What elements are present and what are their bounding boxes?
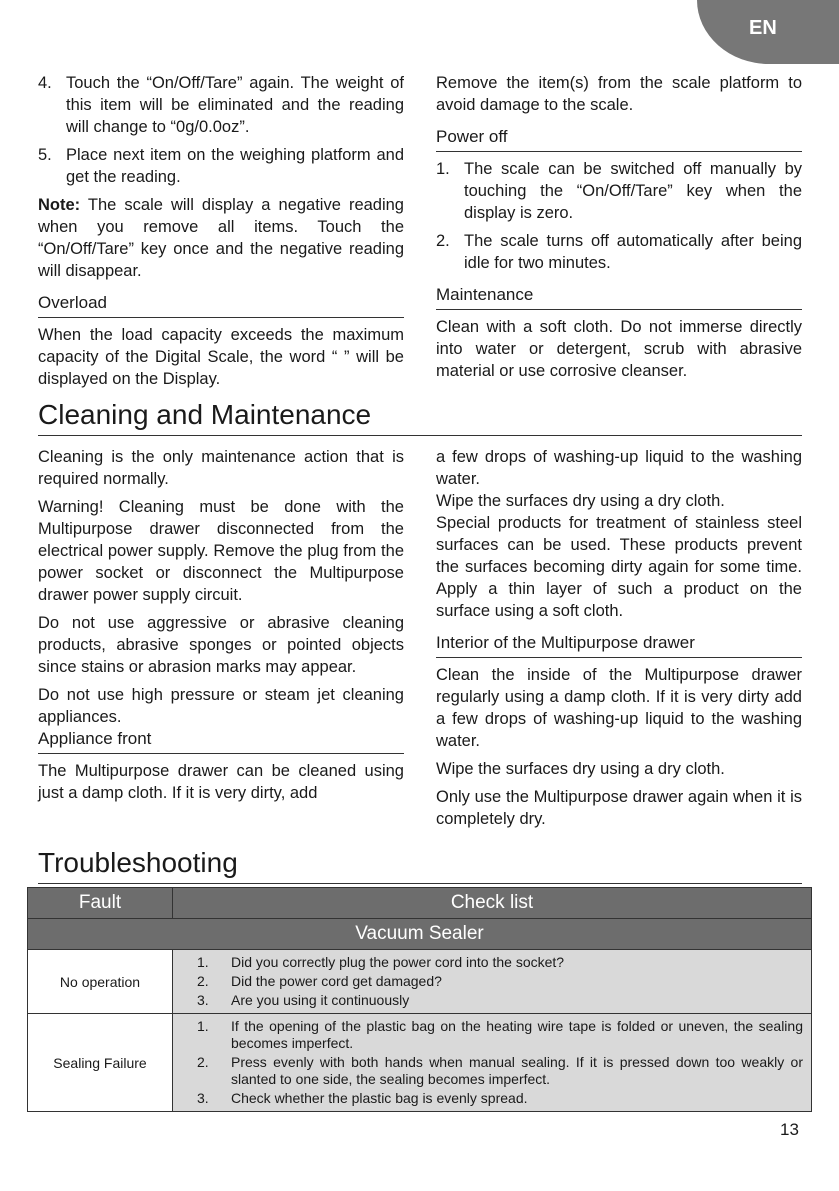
power-off-title: Power off [436, 126, 802, 152]
cleaning-cont2: Wipe the surfaces dry using a dry cloth. [436, 492, 725, 510]
wipe-text: Wipe the surfaces dry using a dry cloth. [436, 760, 725, 778]
cleaning-right-column [436, 446, 802, 836]
language-tab: EN [697, 0, 839, 64]
no-aggressive-text: Do not use aggressive or abrasive cleaning products, abrasive sponges or pointed objects since stains or abrasion marks may appear. [38, 614, 404, 676]
left-top-column [38, 72, 404, 396]
fault-header: Fault [28, 888, 173, 919]
right-top-column [436, 72, 802, 388]
remove-text: Remove the item(s) from the scale platform to avoid damage to the scale. [436, 74, 802, 114]
check-item: 1. Did you correctly plug the power cord into the socket? [197, 954, 565, 970]
overload-title: Overload [38, 292, 404, 318]
overload-text: When the load capacity exceeds the maximum capacity of the Digital Scale, the word “ ” will be displayed on the Display. [38, 326, 404, 388]
fault-cell: Sealing Failure [28, 1014, 173, 1112]
list-item: 2. The scale turns off automatically after being idle for two minutes. [436, 232, 802, 272]
list-item: 5. Place next item on the weighing platform and get the reading. [38, 146, 404, 186]
cleaning-cont3: Special products for treatment of stainless steel surfaces can be used. These products prevent the surfaces becoming dirty again for some time. Apply a thin layer of such a product on the surface using a soft cloth. [436, 514, 802, 620]
check-item: 3. Are you using it continuously [197, 992, 410, 1008]
warning-text: Warning! Cleaning must be done with the Multipurpose drawer disconnected from the electrical power supply. Remove the plug from the power socket or disconnect the Multipurpose drawer power supply circuit. [38, 498, 404, 604]
table-row [28, 950, 812, 1014]
cleaning-left-column [38, 446, 404, 810]
table-row [28, 1014, 812, 1112]
only-use-text: Only use the Multipurpose drawer again when it is completely dry. [436, 788, 802, 828]
interior-text: Clean the inside of the Multipurpose drawer regularly using a damp cloth. If it is very dirty add a few drops of washing-up liquid to the washing water. [436, 666, 802, 750]
fault-cell: No operation [28, 950, 173, 1014]
list-item: 1. The scale can be switched off manually by touching the “On/Off/Tare” key when the display is zero. [436, 160, 802, 222]
check-item: 2. Press evenly with both hands when manual sealing. If it is pressed down too weakly or slanted to one side, the sealing becomes imperfect. [197, 1054, 803, 1087]
check-item: 3. Check whether the plastic bag is evenly spread. [197, 1090, 528, 1106]
maintenance-title: Maintenance [436, 284, 802, 310]
cleaning-cont1: a few drops of washing-up liquid to the washing water. [436, 448, 802, 488]
checklist-cell [173, 1014, 812, 1112]
interior-title: Interior of the Multipurpose drawer [436, 632, 802, 658]
troubleshooting-table [27, 887, 812, 1112]
checklist-header: Check list [173, 888, 812, 919]
troubleshooting-heading: Troubleshooting [38, 846, 802, 884]
page-number: 13 [780, 1120, 799, 1139]
maintenance-text: Clean with a soft cloth. Do not immerse directly into water or detergent, scrub with abrasive material or use corrosive cleanser. [436, 318, 802, 380]
cleaning-heading: Cleaning and Maintenance [38, 398, 802, 436]
no-pressure-text: Do not use high pressure or steam jet cleaning appliances. [38, 686, 404, 726]
list-item: 4. Touch the “On/Off/Tare” again. The weight of this item will be eliminated and the reading will change to “0g/0.0oz”. [38, 74, 404, 136]
check-item: 1. If the opening of the plastic bag on the heating wire tape is folded or uneven, the sealing becomes imperfect. [197, 1018, 803, 1051]
appliance-front-text: The Multipurpose drawer can be cleaned using just a damp cloth. If it is very dirty, add [38, 762, 404, 802]
check-item: 2. Did the power cord get damaged? [197, 973, 442, 989]
note: Note: The scale will display a negative reading when you remove all items. Touch the “On/Off/Tare” key once and the negative reading will disappear. [38, 196, 404, 280]
cleaning-intro: Cleaning is the only maintenance action that is required normally. [38, 448, 404, 488]
section-header: Vacuum Sealer [28, 919, 812, 950]
appliance-front-title: Appliance front [38, 728, 404, 754]
checklist-cell [173, 950, 812, 1014]
